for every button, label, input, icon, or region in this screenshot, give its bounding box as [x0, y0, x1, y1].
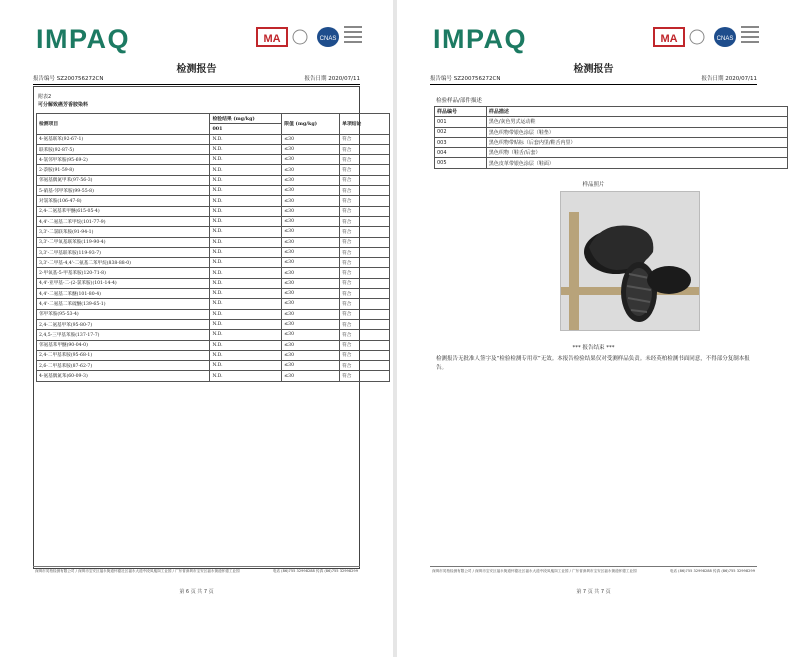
cell-item: 3,3'-二甲基联苯胺(119-93-7) — [37, 247, 210, 257]
cell-item: 4-氨基偶氮苯(60-09-3) — [37, 371, 210, 381]
cell-limit: ≤30 — [282, 371, 340, 381]
table-row — [37, 309, 390, 319]
cell-item: 4-氯邻甲苯胺(95-69-2) — [37, 155, 210, 165]
cell-result: N.D. — [210, 186, 282, 196]
report-number: 报告编号 SZ200756272CN — [430, 76, 501, 82]
cell-description: 黑色织物带银色涂层（鞋垫） — [486, 127, 787, 137]
cell-sample-no: 004 — [435, 148, 487, 158]
cell-conclusion: 符合 — [340, 247, 390, 257]
cell-conclusion: 符合 — [340, 165, 390, 175]
shoe-image — [561, 192, 699, 330]
table-row — [37, 350, 390, 360]
cell-item: 邻氨基苯甲醚(90-04-0) — [37, 340, 210, 350]
cell-limit: ≤30 — [282, 289, 340, 299]
report-body — [430, 86, 757, 567]
cell-item: 2,4-二氨基甲苯(95-80-7) — [37, 319, 210, 329]
table-row — [37, 175, 390, 185]
table-row — [37, 319, 390, 329]
report-end-marker: *** 报告结束 *** — [572, 345, 615, 351]
report-body — [33, 86, 360, 569]
cell-result: N.D. — [210, 247, 282, 257]
cell-limit: ≤30 — [282, 247, 340, 257]
report-number: 报告编号 SZ200756272CN — [33, 76, 104, 82]
report-title: 检测报告 — [573, 64, 614, 75]
cell-sample-no: 005 — [435, 158, 487, 168]
report-page-7 — [397, 0, 790, 657]
cell-result: N.D. — [210, 196, 282, 206]
col-header-sample-no: 样品编号 — [435, 107, 487, 117]
cell-conclusion: 符合 — [340, 361, 390, 371]
cell-conclusion: 符合 — [340, 237, 390, 247]
ilac-logo — [690, 30, 704, 44]
table-row — [37, 206, 390, 216]
cell-limit: ≤30 — [282, 134, 340, 144]
footer-address: 深圳市英柏检测有限公司 / 深圳市宝安区福永街道怀德社区福永大道中段凤凰岗工业园 / 广东省深圳市宝安区福永街道怀德工业园 — [432, 569, 637, 573]
report-page-6 — [0, 0, 393, 657]
cell-item: 2,4,5-三甲基苯胺(137-17-7) — [37, 330, 210, 340]
footer-contact: 电话 (86)755 32998288 传真 (86)755 32998299 — [669, 569, 755, 573]
table-row — [37, 278, 390, 288]
table-row — [37, 227, 390, 237]
cell-limit: ≤30 — [282, 196, 340, 206]
cell-conclusion: 符合 — [340, 371, 390, 381]
col-header-result: 检验结果 (mg/kg) — [210, 114, 282, 124]
cell-conclusion: 符合 — [340, 227, 390, 237]
report-notice: 检测报告无批准人签字及“检验检测专用章”无效。本报告检验结果仅对受测样品负责。未经英柏检测书面同意，不得部分复制本报告。 — [436, 356, 750, 371]
table-row — [37, 330, 390, 340]
cell-limit: ≤30 — [282, 186, 340, 196]
cell-item: 3,3'-二氯联苯胺(91-94-1) — [37, 227, 210, 237]
cell-conclusion: 符合 — [340, 186, 390, 196]
cell-item: 2-萘胺(91-59-8) — [37, 165, 210, 175]
report-date: 报告日期 2020/07/11 — [304, 76, 360, 82]
cell-result: N.D. — [210, 340, 282, 350]
table-row — [37, 216, 390, 226]
cell-item: 联苯胺(92-87-5) — [37, 144, 210, 154]
cell-item: 4,4'-亚甲基-二-(2-氯苯胺)(101-14-4) — [37, 278, 210, 288]
cell-conclusion: 符合 — [340, 175, 390, 185]
page-number: 第 6 页 共 7 页 — [179, 589, 214, 595]
table-row — [37, 155, 390, 165]
col-header-description: 样品描述 — [486, 107, 787, 117]
footer-contact: 电话 (86)755 32998288 传真 (86)755 32998299 — [272, 569, 358, 573]
cell-conclusion: 符合 — [340, 216, 390, 226]
cell-result: N.D. — [210, 175, 282, 185]
cell-limit: ≤30 — [282, 165, 340, 175]
svg-text:CNAS: CNAS — [319, 36, 337, 42]
cell-limit: ≤30 — [282, 216, 340, 226]
cell-result: N.D. — [210, 237, 282, 247]
cell-conclusion: 符合 — [340, 350, 390, 360]
cell-result: N.D. — [210, 289, 282, 299]
svg-text:MA: MA — [660, 33, 678, 45]
svg-text:MA: MA — [263, 33, 281, 45]
ilac-logo — [293, 30, 307, 44]
cell-item: 4,4'-二氨基二苯醚(101-80-4) — [37, 289, 210, 299]
table-row — [435, 127, 788, 137]
cell-description: 黑色皮革带银色涂层（鞋面） — [486, 158, 787, 168]
cell-item: 4,4'-二氨基二苯甲烷(101-77-9) — [37, 216, 210, 226]
page-footer — [33, 566, 360, 587]
cell-item: 4-氨基联苯(92-67-1) — [37, 134, 210, 144]
cell-conclusion: 符合 — [340, 144, 390, 154]
cell-conclusion: 符合 — [340, 155, 390, 165]
cell-description: 黑色织物（鞋舌/后套） — [486, 148, 787, 158]
cell-result: N.D. — [210, 371, 282, 381]
cell-item: 邻氨基偶氮甲苯(97-56-3) — [37, 175, 210, 185]
table-row — [435, 158, 788, 168]
sample-description-table — [434, 106, 788, 169]
cell-limit: ≤30 — [282, 144, 340, 154]
table-row — [37, 299, 390, 309]
cell-conclusion: 符合 — [340, 134, 390, 144]
col-header-conclusion: 单项结论 — [340, 114, 390, 135]
table-row — [37, 371, 390, 381]
photo-title: 样品照片 — [582, 182, 605, 188]
cell-limit: ≤30 — [282, 319, 340, 329]
page-number: 第 7 页 共 7 页 — [576, 589, 611, 595]
cell-conclusion: 符合 — [340, 278, 390, 288]
cell-result: N.D. — [210, 319, 282, 329]
cell-limit: ≤30 — [282, 299, 340, 309]
cell-result: N.D. — [210, 227, 282, 237]
cell-item: 2,4-二氨基苯甲醚(615-05-4) — [37, 206, 210, 216]
col-header-limit: 限值 (mg/kg) — [282, 114, 340, 135]
impaq-logo: IMPAQ — [36, 24, 130, 54]
cell-result: N.D. — [210, 206, 282, 216]
certification-logos — [653, 22, 761, 54]
table-row — [37, 289, 390, 299]
cell-result: N.D. — [210, 278, 282, 288]
aromatic-amine-table — [36, 113, 390, 382]
section-title: 检验样品/部件描述 — [436, 98, 482, 104]
cell-limit: ≤30 — [282, 175, 340, 185]
table-row — [37, 165, 390, 175]
cell-item: 3,3'-二甲基-4,4'-二氨基二苯甲烷(838-88-0) — [37, 258, 210, 268]
col-header-item: 检测项目 — [37, 114, 210, 135]
cell-result: N.D. — [210, 361, 282, 371]
cell-item: 5-硝基-邻甲苯胺(99-55-8) — [37, 186, 210, 196]
table-subtitle: 可分解致癌芳香胺染料 — [38, 102, 89, 108]
report-date: 报告日期 2020/07/11 — [701, 76, 757, 82]
cell-limit: ≤30 — [282, 206, 340, 216]
cell-limit: ≤30 — [282, 340, 340, 350]
cell-item: 2,4-二甲基苯胺(95-68-1) — [37, 350, 210, 360]
cell-result: N.D. — [210, 309, 282, 319]
table-row — [37, 247, 390, 257]
cell-conclusion: 符合 — [340, 309, 390, 319]
table-row — [435, 137, 788, 147]
table-row — [37, 340, 390, 350]
cell-limit: ≤30 — [282, 350, 340, 360]
sample-photo — [560, 191, 700, 331]
page-footer — [430, 566, 757, 587]
table-row — [37, 134, 390, 144]
cell-item: 4,4'-二氨基二苯硫醚(139-65-1) — [37, 299, 210, 309]
table-row — [435, 117, 788, 127]
cell-conclusion: 符合 — [340, 258, 390, 268]
table-row — [37, 361, 390, 371]
cell-result: N.D. — [210, 350, 282, 360]
cell-item: 3,3'-二甲氧基联苯胺(119-90-4) — [37, 237, 210, 247]
report-meta-row — [33, 72, 360, 85]
table-header-row — [435, 107, 788, 117]
cell-description: 黑色/灰色男式运动鞋 — [486, 117, 787, 127]
cell-limit: ≤30 — [282, 155, 340, 165]
cell-description: 黑色织物带贴标（后套内里/鞋舌内里） — [486, 137, 787, 147]
cell-result: N.D. — [210, 330, 282, 340]
cell-result: N.D. — [210, 268, 282, 278]
table-row — [37, 144, 390, 154]
cell-result: N.D. — [210, 258, 282, 268]
cell-conclusion: 符合 — [340, 340, 390, 350]
cell-conclusion: 符合 — [340, 330, 390, 340]
report-meta-row — [430, 72, 757, 85]
table-row — [37, 237, 390, 247]
cell-limit: ≤30 — [282, 227, 340, 237]
cell-conclusion: 符合 — [340, 206, 390, 216]
cell-conclusion: 符合 — [340, 319, 390, 329]
cell-conclusion: 符合 — [340, 196, 390, 206]
cell-item: 2,6-二甲基苯胺(87-62-7) — [37, 361, 210, 371]
cell-conclusion: 符合 — [340, 299, 390, 309]
certification-logos — [256, 22, 364, 54]
cell-item: 对氯苯胺(106-47-8) — [37, 196, 210, 206]
appendix-label: 附表2 — [38, 94, 52, 100]
cell-item: 邻甲苯胺(95-53-4) — [37, 309, 210, 319]
table-row — [37, 196, 390, 206]
cell-result: N.D. — [210, 134, 282, 144]
cell-conclusion: 符合 — [340, 268, 390, 278]
amine-table-body — [37, 134, 390, 381]
cell-result: N.D. — [210, 299, 282, 309]
cell-limit: ≤30 — [282, 268, 340, 278]
table-row — [37, 258, 390, 268]
svg-text:CNAS: CNAS — [716, 36, 734, 42]
table-row — [37, 186, 390, 196]
footer-address: 深圳市英柏检测有限公司 / 深圳市宝安区福永街道怀德社区福永大道中段凤凰岗工业园 / 广东省深圳市宝安区福永街道怀德工业园 — [35, 569, 240, 573]
cell-sample-no: 002 — [435, 127, 487, 137]
cell-limit: ≤30 — [282, 361, 340, 371]
table-row — [37, 268, 390, 278]
cell-limit: ≤30 — [282, 330, 340, 340]
cell-limit: ≤30 — [282, 258, 340, 268]
cell-limit: ≤30 — [282, 278, 340, 288]
report-title: 检测报告 — [176, 64, 217, 75]
cell-limit: ≤30 — [282, 309, 340, 319]
cell-result: N.D. — [210, 155, 282, 165]
cell-result: N.D. — [210, 165, 282, 175]
cell-item: 2-甲氧基-5-甲基苯胺(120-71-8) — [37, 268, 210, 278]
cell-sample-no: 003 — [435, 137, 487, 147]
cell-conclusion: 符合 — [340, 289, 390, 299]
col-header-sample: 001 — [210, 124, 282, 134]
cell-limit: ≤30 — [282, 237, 340, 247]
impaq-logo: IMPAQ — [433, 24, 527, 54]
cell-result: N.D. — [210, 216, 282, 226]
cell-result: N.D. — [210, 144, 282, 154]
table-row — [435, 148, 788, 158]
cell-sample-no: 001 — [435, 117, 487, 127]
